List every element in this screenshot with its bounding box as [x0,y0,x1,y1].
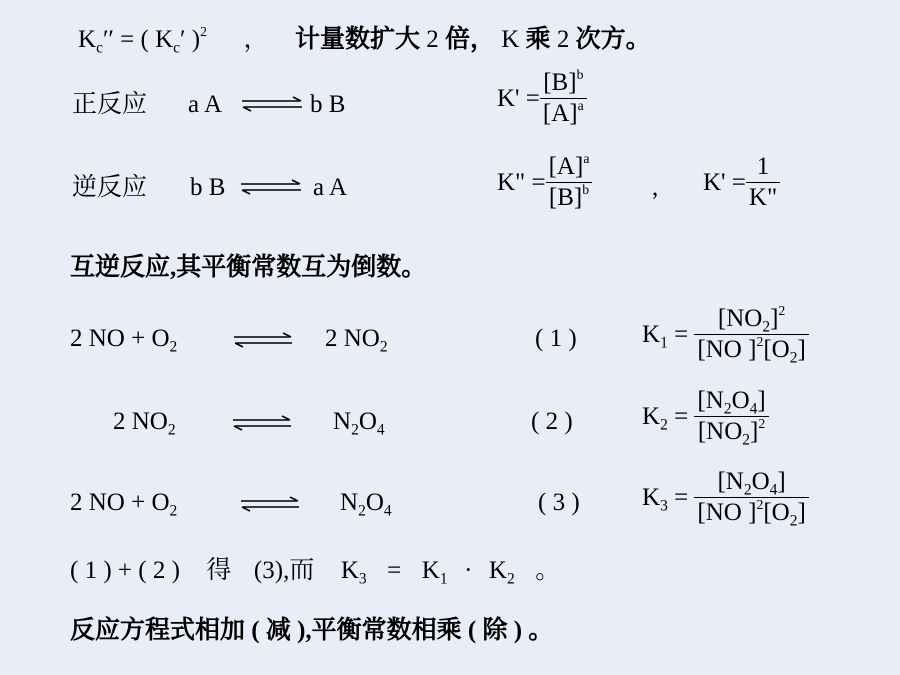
eq1-k: K [642,320,661,348]
eq1-num-b: ] [770,305,779,332]
sum-eq: = [387,557,402,584]
eq3-right [340,488,392,518]
eq2-k-sub: 2 [660,415,668,433]
reciprocal-den: K" [746,182,780,213]
eq1-den-a: [NO ] [697,336,757,363]
intro-text-num2: 2 [556,26,570,53]
forward-k-lhs: K' = [497,84,540,112]
reverse-num-main: [A] [548,153,584,180]
sum-dot: · [464,557,473,584]
reciprocal-fraction [746,152,780,213]
eq1-den [694,334,808,365]
eq1-num-exp: 2 [778,303,786,318]
eq3-num-a: [N [717,468,744,495]
eq3-right-sub1: 2 [358,502,366,520]
intro-eq-open: = ( K [120,26,174,53]
eq3-k-fraction [694,467,808,528]
reciprocal-num: 1 [756,153,770,180]
sum-end: 。 [535,557,561,584]
forward-den-main: [A] [542,100,578,127]
eq3-den-exp: 2 [756,497,764,512]
intro-prime: ′ [180,26,186,53]
eq3-right-o: O [365,489,384,516]
reverse-label: 逆反应 [72,174,148,201]
sum-k3: K [340,557,359,584]
eq2-right-o: O [358,408,377,435]
reverse-k-den [546,182,593,213]
intro-line [78,25,651,55]
forward-num-exp: b [576,67,584,82]
eq3-k-equation [642,467,809,528]
reverse-k-num [546,152,593,182]
eq2-num [694,386,768,416]
forward-k-den [540,98,587,129]
intro-k2-sub: c [173,39,181,57]
eq2-k-lhs [642,402,688,432]
eq2-right [333,407,385,437]
forward-equilibrium-arrow-icon [240,96,304,112]
forward-left: a A [188,91,223,118]
intro-text-c: 乘 [525,26,551,53]
eq3-left-text: 2 NO + O [70,489,170,516]
sum-line [70,556,560,586]
eq1-tag: ( 1 ) [535,325,577,352]
eq1-k-sub: 1 [660,333,668,351]
eq3-num-c: ] [777,468,786,495]
eq1-den-sub: 2 [789,349,798,367]
eq3-num-sub1: 2 [743,481,752,499]
eq1-k-equation [642,304,809,365]
eq3-tag: ( 3 ) [538,489,580,516]
reverse-right: a A [313,174,348,201]
eq2-num-a: [N [697,387,724,414]
forward-num-main: [B] [543,69,577,96]
eq2-den-sub: 2 [742,431,751,449]
sum-de: 得 [206,557,232,584]
reciprocal-lhs: K' = [703,168,746,196]
eq1-num-a: [NO [717,305,763,332]
sum-k1: K [421,557,440,584]
intro-text-a: 计量数扩大 [294,26,420,53]
eq2-right-n: N [333,408,352,435]
sum-k1-sub: 1 [439,570,448,588]
eq1-left-text: 2 NO + O [70,325,170,352]
eq2-k-equation [642,386,769,447]
eq1-left [70,324,177,354]
eq2-den [694,416,768,447]
eq2-left-text: 2 NO [113,408,168,435]
eq1-right-sub: 2 [379,338,388,356]
intro-text-b: 倍， [444,26,495,53]
eq2-den-b: ] [750,418,759,445]
eq1-equilibrium-arrow-icon [232,332,294,348]
eq2-tag: ( 2 ) [531,408,573,435]
eq2-left [113,407,176,437]
eq3-den-sub: 2 [789,512,798,530]
eq3-right-n: N [340,489,359,516]
eq2-left-sub: 2 [167,421,176,439]
intro-text-k: K [501,26,520,53]
forward-label: 正反应 [72,91,148,118]
eq3-num-b: O [751,468,770,495]
sum-k2: K [488,557,507,584]
eq3-den-c: ] [797,499,806,526]
eq3-left-sub: 2 [169,502,178,520]
sum-part2: (3),而 [253,557,315,584]
eq1-left-sub: 2 [169,338,178,356]
eq3-num [694,467,808,497]
eq1-num-sub: 2 [762,318,771,336]
eq2-num-b: O [731,387,750,414]
reverse-left: b B [190,174,226,201]
eq2-k: K [642,402,661,430]
eq1-eq: = [674,320,689,348]
eq2-k-fraction [694,386,768,447]
intro-k-sub: c [96,39,103,57]
intro-text-num: 2 [426,26,439,53]
eq1-k-fraction [694,304,808,365]
eq1-right [325,324,388,354]
eq3-den-b: [O [763,499,790,526]
reverse-den-main: [B] [548,184,583,211]
eq2-num-sub1: 2 [723,400,732,418]
eq1-den-b: [O [763,336,790,363]
eq2-eq: = [674,402,689,430]
eq2-equilibrium-arrow-icon [231,415,293,431]
eq1-den-c: ] [797,336,806,363]
eq3-k-lhs [642,483,688,513]
sum-k3-sub: 3 [358,570,367,588]
sum-part1: ( 1 ) + ( 2 ) [70,557,180,584]
intro-text-d: 次方。 [575,26,651,53]
eq3-left [70,488,177,518]
intro-close: ) [185,26,201,53]
eq3-num-sub2: 4 [769,481,778,499]
intro-comma: ， [243,26,269,53]
eq3-den [694,497,808,528]
forward-k-fraction [540,68,587,129]
intro-k: K [78,26,97,53]
eq2-right-sub2: 4 [376,421,385,439]
eq1-num [694,304,808,334]
eq3-k: K [642,483,661,511]
forward-k-num [540,68,587,98]
statement-multiply: 反应方程式相加 ( 减 ),平衡常数相乘 ( 除 ) 。 [70,617,554,644]
forward-den-exp: a [577,98,584,113]
eq3-eq: = [674,483,689,511]
eq3-equilibrium-arrow-icon [239,496,301,512]
eq3-k-sub: 3 [660,496,668,514]
forward-right: b B [310,91,346,118]
intro-exp: 2 [200,24,207,39]
eq1-right-text: 2 NO [325,325,380,352]
eq2-den-exp: 2 [758,416,766,431]
reverse-den-exp: b [582,182,590,197]
eq1-k-lhs [642,320,688,350]
eq2-den-a: [NO [697,418,743,445]
eq2-num-c: ] [757,387,766,414]
intro-double-prime: ′′ [102,26,114,53]
eq2-num-sub2: 4 [749,400,758,418]
statement-reciprocal: 互逆反应,其平衡常数互为倒数。 [70,254,427,281]
reverse-equilibrium-arrow-icon [239,179,303,195]
reciprocal-equation [703,152,780,213]
sum-k2-sub: 2 [506,570,515,588]
eq1-den-exp: 2 [756,334,764,349]
eq3-den-a: [NO ] [697,499,757,526]
forward-k-equation [497,68,587,129]
reverse-k-fraction [546,152,593,213]
reverse-comma: , [652,174,659,201]
reverse-k-lhs: K" = [497,168,546,196]
eq2-right-sub1: 2 [351,421,359,439]
reverse-num-exp: a [583,151,590,166]
reverse-k-equation [497,152,592,213]
eq3-right-sub2: 4 [383,502,392,520]
